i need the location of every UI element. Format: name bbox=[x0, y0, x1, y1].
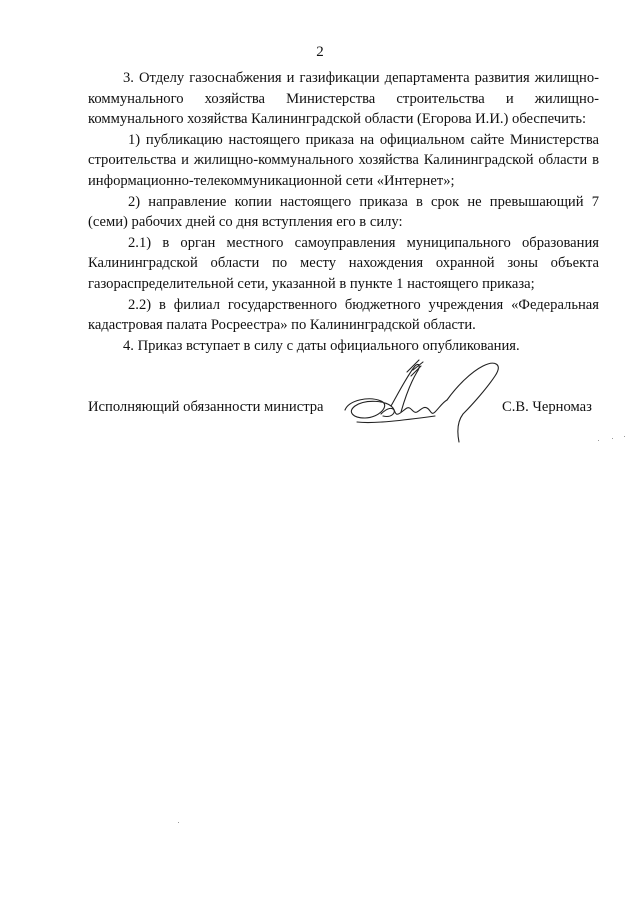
scan-speck bbox=[598, 440, 599, 441]
signer-title: Исполняющий обязанности министра bbox=[88, 399, 324, 415]
scan-speck bbox=[612, 438, 613, 439]
signature-row bbox=[88, 397, 622, 417]
scan-speck bbox=[178, 822, 179, 823]
paragraph-subitem-2: 2) направление копии настоящего приказа в срок не превышающий 7 (семи) рабочих дней со дня вступления его в силу: bbox=[88, 193, 599, 231]
signer-name: С.В. Черномаз bbox=[502, 399, 592, 415]
scan-speck bbox=[624, 436, 625, 437]
paragraph-item-3: 3. Отделу газоснабжения и газификации департамента развития жилищно-коммунального хозяйства Министерства строительства и жилищно-коммунального хозяйства Калининградской области (Егорова И.И.) обеспечить: bbox=[88, 70, 599, 128]
paragraph-subitem-2-1: 2.1) в орган местного самоуправления муниципального образования Калининградской области по месту нахождения охранной зоны объекта газораспределительной сети, указанной в пункте 1 настоящего приказа; bbox=[88, 234, 599, 292]
page-number: 2 bbox=[316, 44, 324, 60]
paragraph-subitem-2-2: 2.2) в филиал государственного бюджетного учреждения «Федеральная кадастровая палата Росреестра» по Калининградской области. bbox=[88, 296, 599, 334]
paragraph-item-4: 4. Приказ вступает в силу с даты официального опубликования. bbox=[123, 337, 520, 354]
paragraph-subitem-1: 1) публикацию настоящего приказа на официальном сайте Министерства строительства и жилищно-коммунального хозяйства Калининградской области в информационно-телекоммуникационной сети «Интернет»; bbox=[88, 131, 599, 189]
document-body bbox=[88, 68, 599, 356]
